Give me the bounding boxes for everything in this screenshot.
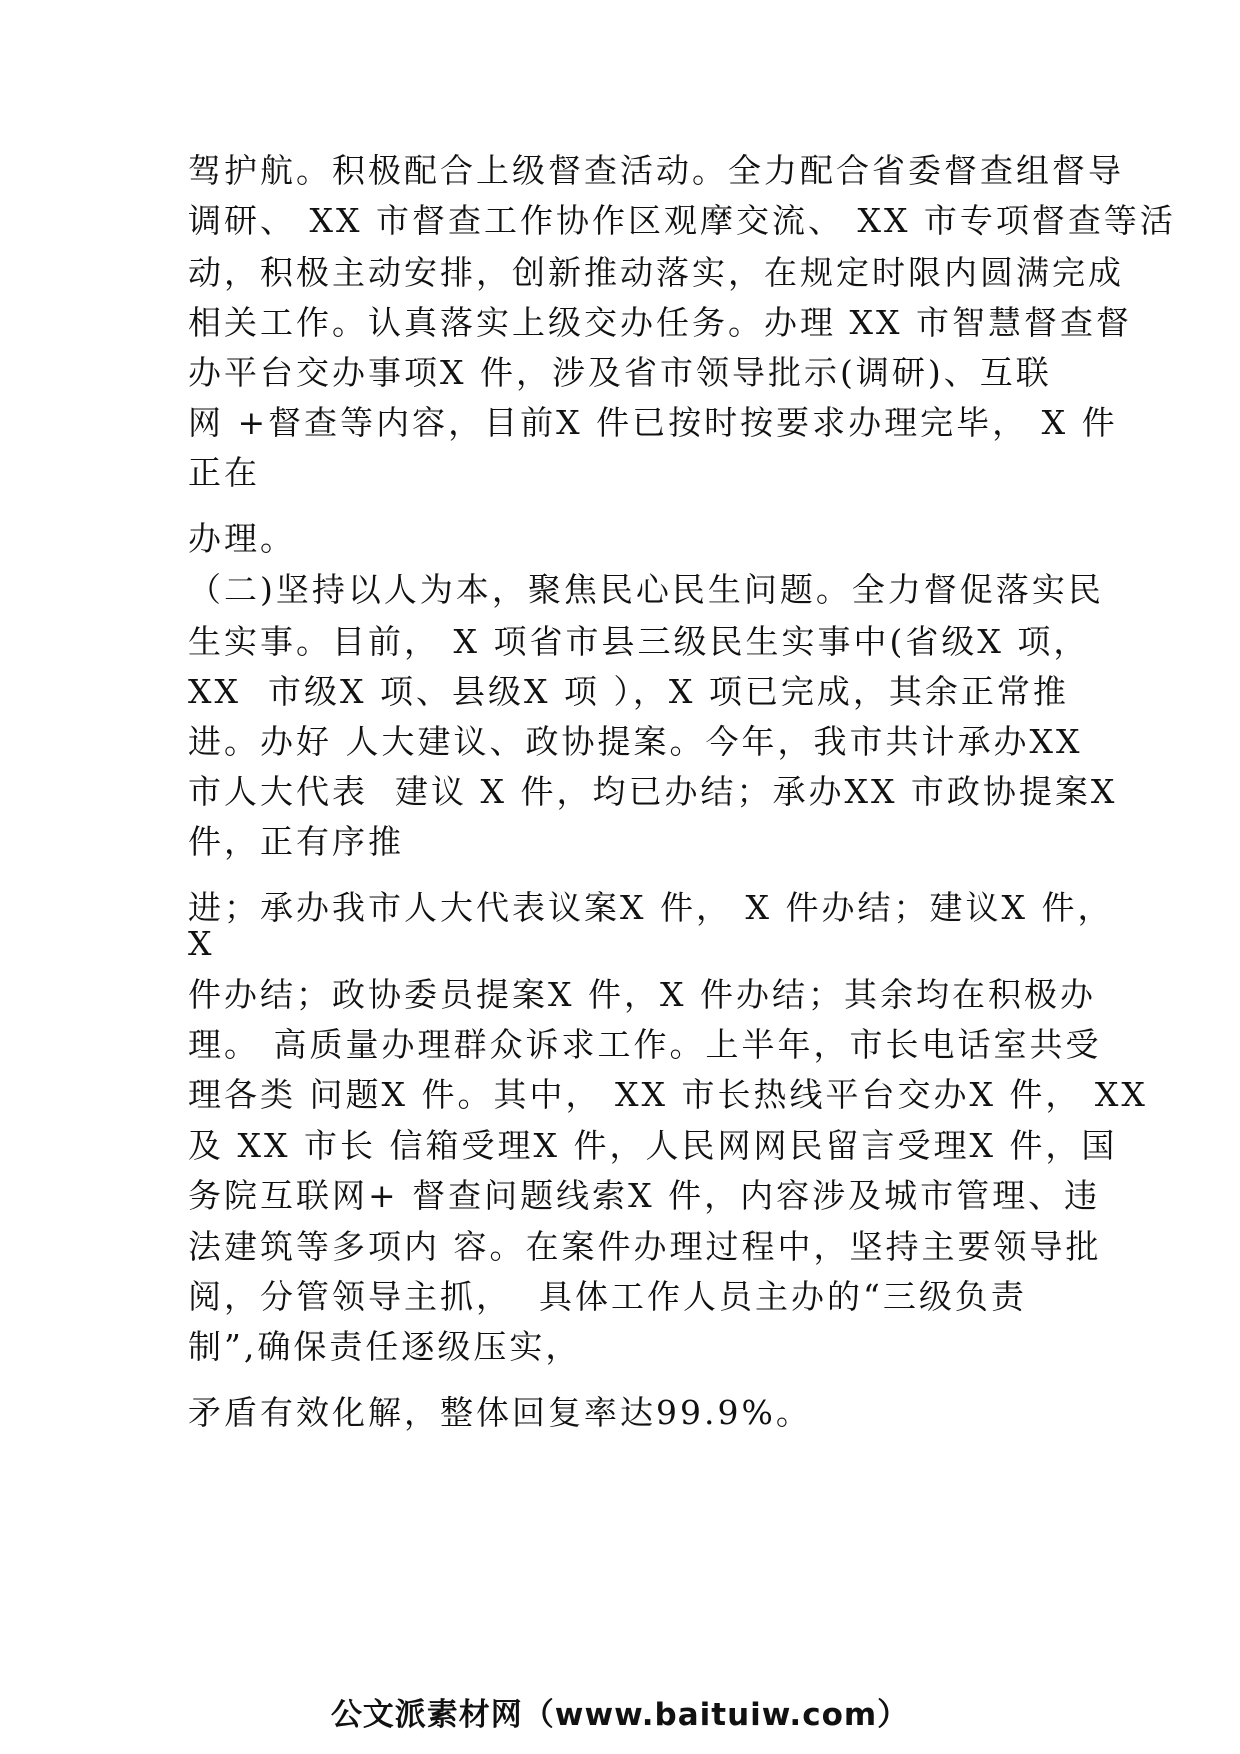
body-text-line: 阅，分管领导主抓， 具体工作人员主办的“三级负责 xyxy=(188,1277,1027,1316)
body-text-line: 办理。 xyxy=(188,519,296,558)
body-text-line: 驾护航。积极配合上级督查活动。全力配合省委督查组督导 xyxy=(188,151,1124,190)
body-text-line: 市人大代表 建议 X 件，均已办结；承办XX 市政协提案X xyxy=(188,772,1118,811)
body-text-line: 生实事。目前， X 项省市县三级民生实事中(省级X 项， xyxy=(188,622,1090,661)
body-text-line: 办平台交办事项X 件，涉及省市领导批示(调研)、互联 xyxy=(188,353,1052,392)
body-text-line: 正在 xyxy=(188,453,260,492)
body-text-line: 件办结；政协委员提案X 件，X 件办结；其余均在积极办 xyxy=(188,975,1096,1014)
body-text-line: X xyxy=(188,924,215,963)
body-text-line: 及 XX 市长 信箱受理X 件，人民网网民留言受理X 件，国 xyxy=(188,1126,1118,1165)
body-text-line: 理各类 问题X 件。其中， XX 市长热线平台交办X 件， XX xyxy=(188,1075,1148,1114)
footer-watermark: 公文派素材网（www.baituiw.com） xyxy=(330,1697,910,1733)
body-text-line: 法建筑等多项内 容。在案件办理过程中，坚持主要领导批 xyxy=(188,1227,1102,1266)
body-text-line: 网 +督查等内容，目前X 件已按时按要求办理完毕， X 件 xyxy=(188,403,1118,442)
body-text-line: 矛盾有效化解，整体回复率达99.9%。 xyxy=(188,1393,812,1432)
body-text-line: 相关工作。认真落实上级交办任务。办理 XX 市智慧督查督 xyxy=(188,303,1132,342)
body-text-line: 制”,确保责任逐级压实， xyxy=(188,1327,582,1366)
body-text-line: 件，正有序推 xyxy=(188,822,404,861)
body-text-line: XX 市级X 项、县级X 项 ），X 项已完成，其余正常推 xyxy=(188,672,1069,711)
body-text-line: 进。办好 人大建议、政协提案。今年，我市共计承办XX xyxy=(188,722,1083,761)
body-text-line: 调研、 XX 市督查工作协作区观摩交流、 XX 市专项督查等活 xyxy=(188,201,1176,240)
body-text-line: 动，积极主动安排，创新推动落实，在规定时限内圆满完成 xyxy=(188,253,1124,292)
body-text-line: 理。 高质量办理群众诉求工作。上半年，市长电话室共受 xyxy=(188,1025,1102,1064)
body-text-line: 务院互联网+ 督查问题线索X 件，内容涉及城市管理、违 xyxy=(188,1176,1101,1215)
body-text-line: 进；承办我市人大代表议案X 件， X 件办结；建议X 件， xyxy=(188,888,1114,927)
section-heading-line: （二)坚持以人为本，聚焦民心民生问题。全力督促落实民 xyxy=(188,570,1104,609)
